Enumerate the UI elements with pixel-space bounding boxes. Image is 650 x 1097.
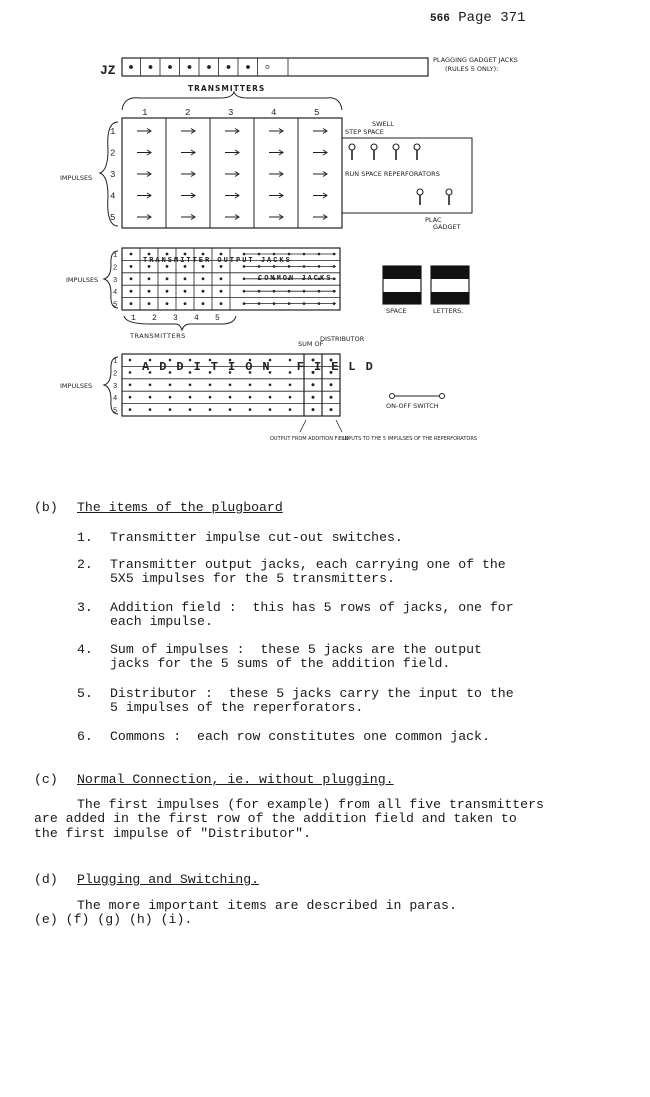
addition-jack — [129, 359, 132, 362]
folio-number: 566 — [430, 13, 450, 25]
output-jack — [184, 253, 187, 256]
jz-jack — [168, 65, 171, 68]
common-jack — [243, 253, 246, 256]
item-5-text-cont: 5 impulses of the reperforators. — [110, 700, 364, 715]
addition-jack — [209, 396, 212, 399]
item-5-number: 5. — [77, 686, 93, 701]
switch-grid-cells — [110, 118, 327, 228]
column-number: 2 — [185, 108, 191, 118]
addition-jack — [129, 384, 132, 387]
sum-jack — [312, 383, 315, 386]
section-c-letter: (c) — [34, 772, 58, 787]
output-jack — [184, 277, 187, 280]
addition-jack — [149, 396, 152, 399]
sum-jack — [312, 396, 315, 399]
column-number: 3 — [173, 314, 178, 323]
space-lamp — [383, 266, 421, 304]
common-jack — [303, 253, 306, 256]
addition-jack — [129, 396, 132, 399]
common-jack — [288, 265, 291, 268]
item-3-number: 3. — [77, 600, 93, 615]
section-c-heading: Normal Connection, ie. without plugging. — [77, 772, 394, 787]
output-jack — [202, 253, 205, 256]
common-jack — [333, 265, 336, 268]
output-jack — [148, 290, 151, 293]
input-arrow — [336, 420, 342, 432]
item-4-text-cont: jacks for the 5 sums of the addition field. — [110, 656, 451, 671]
toggle-switch — [414, 144, 420, 150]
section-c-para-line2: are added in the first row of the addition field and taken to — [34, 811, 517, 826]
common-jack — [243, 278, 246, 281]
addition-jack — [129, 371, 132, 374]
row-number: 2 — [110, 148, 116, 159]
output-jack — [148, 265, 151, 268]
row-number: 1 — [113, 358, 118, 366]
item-2-text: Transmitter output jacks, each carrying one of the — [110, 557, 506, 572]
common-jack — [318, 290, 321, 293]
switch-terminal-right — [440, 394, 445, 399]
common-jack — [333, 302, 336, 305]
distributor-jack — [330, 383, 333, 386]
section-c-para-line3: the first impulse of "Distributor". — [34, 826, 311, 841]
output-jack — [220, 290, 223, 293]
section-d-letter: (d) — [34, 872, 58, 887]
addition-jack — [269, 408, 272, 411]
letters-label: LETTERS. — [433, 307, 464, 315]
jz-jacks — [129, 58, 288, 76]
addition-jack — [249, 408, 252, 411]
row-number: 4 — [110, 191, 116, 202]
output-jack — [220, 302, 223, 305]
transmitters-label-bottom: TRANSMITTERS — [130, 332, 186, 340]
output-jack — [130, 302, 133, 305]
addition-jack — [189, 384, 192, 387]
addition-jack — [289, 384, 292, 387]
output-jack — [184, 290, 187, 293]
common-jack — [243, 265, 246, 268]
transmitters-label: TRANSMITTERS — [188, 84, 266, 93]
addition-jack — [149, 384, 152, 387]
input-note: INPUTS TO THE 5 IMPULSES OF THE REPERFORATORS — [343, 436, 477, 442]
distributor-jack — [330, 396, 333, 399]
jz-jack — [129, 65, 132, 68]
output-jack — [202, 277, 205, 280]
jz-jack — [149, 65, 152, 68]
addition-jack — [209, 384, 212, 387]
output-jack — [166, 277, 169, 280]
addition-jack — [269, 396, 272, 399]
on-off-switch-label: ON-OFF SWITCH — [386, 402, 439, 410]
common-jack — [288, 253, 291, 256]
jacks-note-1: PLAGGING GADGET JACKS — [433, 56, 518, 64]
output-jack — [130, 277, 133, 280]
addition-jack — [189, 396, 192, 399]
common-jack — [318, 302, 321, 305]
common-jack — [273, 302, 276, 305]
plugboard-diagram — [0, 0, 650, 470]
addition-jack — [169, 384, 172, 387]
section-d-heading: Plugging and Switching. — [77, 872, 260, 887]
column-number: 4 — [194, 314, 199, 323]
column-number: 1 — [131, 314, 136, 323]
addition-jack — [209, 408, 212, 411]
section-c-para-line1: The first impulses (for example) from all five transmitters — [77, 797, 544, 812]
row-number: 3 — [110, 170, 116, 180]
item-2-number: 2. — [77, 557, 93, 572]
swell-label: SWELL — [372, 120, 394, 128]
row-number: 1 — [113, 252, 118, 260]
addition-field-text: ADDITION FIELD — [142, 360, 383, 374]
row-number: 3 — [113, 382, 118, 391]
output-jacks-label: TRANSMITTER OUTPUT JACKS — [143, 257, 292, 265]
jz-jack — [188, 65, 191, 68]
column-numbers-bottom — [131, 314, 220, 323]
addition-jack — [169, 408, 172, 411]
output-jack — [166, 265, 169, 268]
section-d-para-line2: (e) (f) (g) (h) (i). — [34, 912, 193, 927]
addition-jack — [249, 384, 252, 387]
output-jack — [220, 277, 223, 280]
output-jack — [184, 265, 187, 268]
common-jack — [288, 290, 291, 293]
common-jack — [303, 265, 306, 268]
common-jack — [303, 290, 306, 293]
distributor-jack — [330, 408, 333, 411]
output-jack — [166, 253, 169, 256]
common-jack — [258, 265, 261, 268]
item-5-text: Distributor : these 5 jacks carry the input to the — [110, 686, 514, 701]
toggle-switch — [393, 144, 399, 150]
output-jack — [202, 265, 205, 268]
common-jacks-label: COMMON JACKS — [258, 275, 333, 283]
common-jack — [258, 290, 261, 293]
item-6-number: 6. — [77, 729, 93, 744]
output-jack — [130, 253, 133, 256]
row-number: 2 — [113, 370, 118, 379]
row-number: 5 — [110, 213, 116, 223]
impulses-label-1: IMPULSES — [60, 174, 93, 182]
letters-lamp — [431, 266, 469, 304]
common-jack — [333, 290, 336, 293]
output-jack — [130, 290, 133, 293]
output-jack — [220, 253, 223, 256]
output-jack — [202, 290, 205, 293]
sum-jack — [312, 408, 315, 411]
common-jack — [303, 302, 306, 305]
column-number: 3 — [228, 108, 234, 118]
jz-label: JZ — [100, 63, 116, 78]
row-number: 4 — [113, 289, 118, 298]
addition-jack — [229, 384, 232, 387]
toggle-switch — [349, 144, 355, 150]
row-number: 4 — [113, 395, 118, 404]
common-jack — [333, 278, 336, 281]
column-number: 4 — [271, 108, 277, 118]
jz-jack — [266, 65, 269, 68]
addition-jack — [229, 396, 232, 399]
sum-label: SUM OF — [298, 340, 324, 348]
output-jack — [130, 265, 133, 268]
run-space-label: RUN SPACE REPERFORATORS — [345, 170, 440, 178]
row-number: 1 — [110, 127, 116, 137]
distributor-label: DISTRIBUTOR — [320, 335, 365, 343]
addition-jack — [289, 396, 292, 399]
common-jack — [273, 290, 276, 293]
common-jack — [273, 253, 276, 256]
item-2-text-cont: 5X5 impulses for the 5 transmitters. — [110, 571, 395, 586]
item-6-text: Commons : each row constitutes one common jack. — [110, 729, 490, 744]
common-jack — [288, 302, 291, 305]
jz-jack-strip — [122, 58, 428, 76]
output-jack — [166, 290, 169, 293]
jz-jack — [207, 65, 210, 68]
output-arrow — [300, 420, 306, 432]
addition-jack — [129, 408, 132, 411]
item-1-number: 1. — [77, 530, 93, 545]
toggle-switch — [371, 144, 377, 150]
item-3-text-cont: each impulse. — [110, 614, 213, 629]
section-d-para-line1: The more important items are described in paras. — [77, 898, 457, 913]
toggle-switch — [446, 189, 452, 195]
output-jack — [184, 302, 187, 305]
row-number: 5 — [113, 407, 118, 416]
item-3-text: Addition field : this has 5 rows of jacks, one for — [110, 600, 514, 615]
space-label: SPACE — [386, 307, 407, 315]
common-jack — [258, 253, 261, 256]
impulses-label-3: IMPULSES — [60, 382, 93, 390]
common-jack — [243, 290, 246, 293]
column-number: 1 — [142, 108, 148, 118]
common-jack — [273, 265, 276, 268]
page-number: 371 — [500, 10, 526, 26]
column-numbers — [142, 108, 319, 118]
addition-jack — [149, 408, 152, 411]
addition-jack — [289, 408, 292, 411]
addition-jack — [229, 408, 232, 411]
section-b-letter: (b) — [34, 500, 58, 515]
common-jack — [258, 302, 261, 305]
step-space-label: STEP SPACE — [345, 128, 384, 136]
jacks-note-2: (RULES 5 ONLY): — [445, 65, 499, 73]
column-number: 5 — [215, 314, 220, 323]
output-jack — [148, 302, 151, 305]
gadget-label: GADGET — [433, 223, 461, 231]
common-jack — [318, 253, 321, 256]
toggle-switch — [417, 189, 423, 195]
common-jack — [318, 265, 321, 268]
switch-terminal-left — [390, 394, 395, 399]
jz-jack — [246, 65, 249, 68]
common-jack — [333, 253, 336, 256]
page-word: Page — [458, 10, 492, 26]
column-number: 5 — [314, 108, 320, 118]
output-jack — [202, 302, 205, 305]
addition-jack — [189, 408, 192, 411]
row-number: 2 — [113, 264, 118, 273]
output-jack — [166, 302, 169, 305]
item-4-number: 4. — [77, 642, 93, 657]
item-1-text: Transmitter impulse cut-out switches. — [110, 530, 403, 545]
addition-jack — [269, 384, 272, 387]
common-jack — [243, 302, 246, 305]
impulses-label-2: IMPULSES — [66, 276, 99, 284]
section-b-heading: The items of the plugboard — [77, 500, 283, 515]
row-number: 5 — [113, 301, 118, 310]
output-jack — [148, 277, 151, 280]
switch-grid — [122, 118, 342, 228]
plac-label: PLAC — [425, 216, 442, 224]
addition-jack — [249, 396, 252, 399]
item-4-text: Sum of impulses : these 5 jacks are the output — [110, 642, 482, 657]
output-note: OUTPUT FROM ADDITION FIELD — [270, 436, 349, 442]
column-number: 2 — [152, 314, 157, 323]
output-jack — [220, 265, 223, 268]
addition-jack — [169, 396, 172, 399]
row-number: 3 — [113, 276, 118, 285]
output-jack — [148, 253, 151, 256]
jz-jack — [227, 65, 230, 68]
